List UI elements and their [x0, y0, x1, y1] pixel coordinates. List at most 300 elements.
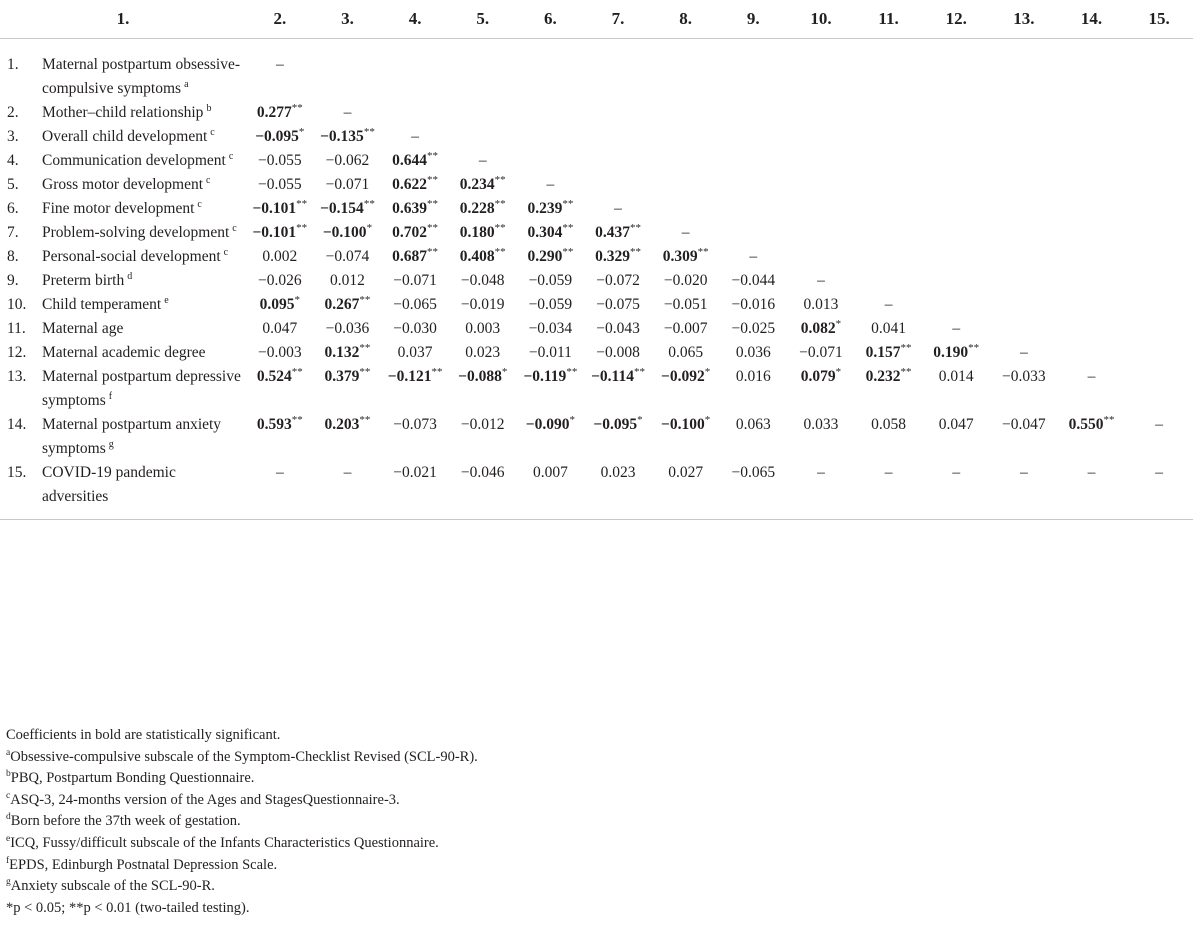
- coefficient-value: −0.065: [393, 296, 437, 313]
- coefficient-value: −0.095: [255, 128, 299, 145]
- coefficient-value: 0.239: [527, 200, 563, 217]
- coefficient-value: −0.055: [258, 176, 302, 193]
- coefficient: [1155, 413, 1163, 437]
- coefficient-value: −0.011: [528, 344, 572, 361]
- variable-label: Fine motor development: [42, 200, 195, 217]
- row-number: 2.: [7, 104, 19, 121]
- coefficient-value: –: [884, 296, 893, 313]
- significance-stars: **: [427, 245, 439, 258]
- coefficient-value: 0.329: [595, 248, 630, 265]
- coefficient: [1088, 461, 1096, 485]
- correlation-cell: [855, 149, 923, 173]
- correlation-cell: [652, 317, 720, 341]
- coefficient-value: −0.008: [596, 344, 640, 361]
- footnote-marker: d: [127, 270, 133, 282]
- coefficient: [952, 461, 960, 485]
- coefficient-value: −0.071: [799, 344, 843, 361]
- coefficient: [330, 269, 365, 293]
- row-label: [0, 317, 246, 341]
- correlation-cell: [584, 39, 652, 102]
- table-row: [0, 221, 1193, 245]
- coefficient: [529, 317, 573, 341]
- table-row: [0, 197, 1193, 221]
- correlation-cell: [990, 39, 1058, 102]
- column-header-15: 15.: [1125, 0, 1193, 39]
- coefficient-value: –: [343, 464, 352, 481]
- coefficient: [533, 461, 568, 485]
- correlation-cell: [584, 413, 652, 461]
- table-row: [0, 101, 1193, 125]
- coefficient: [262, 245, 297, 269]
- significance-stars: **: [431, 365, 443, 378]
- significant-coefficient: [1069, 413, 1115, 437]
- significant-coefficient: [866, 365, 912, 389]
- correlation-cell: [922, 173, 990, 197]
- correlation-cell: [922, 461, 990, 520]
- correlation-cell: [855, 39, 923, 102]
- coefficient-value: 0.033: [803, 416, 839, 433]
- significance-stars: *: [294, 293, 300, 306]
- correlation-cell: [517, 317, 585, 341]
- row-label: [0, 293, 246, 317]
- coefficient: [326, 317, 370, 341]
- correlation-cell: [381, 341, 449, 365]
- coefficient-value: −0.065: [731, 464, 776, 481]
- correlation-cell: [517, 39, 585, 102]
- significance-stars: *: [835, 365, 842, 378]
- significance-stars: *: [704, 365, 711, 378]
- variable-label: Overall child development: [42, 128, 208, 145]
- correlation-cell: [584, 269, 652, 293]
- correlation-cell: [314, 101, 382, 125]
- correlation-cell: [517, 365, 585, 413]
- correlation-cell: [584, 125, 652, 149]
- coefficient-value: 0.007: [532, 464, 568, 481]
- correlation-cell: [922, 39, 990, 102]
- correlation-cell: [517, 245, 585, 269]
- correlation-cell: [855, 341, 923, 365]
- correlation-cell: [787, 125, 855, 149]
- coefficient: [817, 269, 825, 293]
- correlation-cell: [787, 173, 855, 197]
- coefficient-value: 0.016: [735, 368, 771, 385]
- correlation-cell: [1125, 101, 1193, 125]
- row-variable-name: [42, 269, 246, 293]
- coefficient-value: 0.095: [259, 296, 295, 313]
- footnote-marker: c: [223, 246, 229, 258]
- correlation-cell: [719, 173, 787, 197]
- table-row: [0, 413, 1193, 461]
- coefficient-value: −0.114: [591, 368, 634, 385]
- coefficient: [393, 293, 437, 317]
- correlation-cell: [1058, 149, 1126, 173]
- coefficient: [258, 149, 302, 173]
- coefficient: [736, 341, 771, 365]
- coefficient-value: 0.002: [262, 248, 298, 265]
- table-row: [0, 341, 1193, 365]
- correlation-cell: [922, 125, 990, 149]
- significance-stars: **: [296, 221, 308, 234]
- footnote-marker: e: [164, 294, 169, 306]
- row-label: [0, 197, 246, 221]
- row-variable-name: [42, 53, 246, 101]
- variable-label: Preterm birth: [42, 272, 125, 289]
- correlation-cell: [314, 221, 382, 245]
- variable-label: Maternal age: [42, 320, 124, 337]
- coefficient-value: 0.290: [527, 248, 563, 265]
- correlation-cell: [1125, 461, 1193, 520]
- correlation-cell: [719, 317, 787, 341]
- correlation-cell: [719, 269, 787, 293]
- correlation-cell: [990, 149, 1058, 173]
- footnote-marker: c: [228, 150, 234, 162]
- row-label: [0, 413, 246, 461]
- coefficient: [1020, 461, 1028, 485]
- correlation-cell: [652, 269, 720, 293]
- significance-stars: **: [359, 341, 371, 354]
- coefficient-value: –: [1019, 464, 1028, 481]
- correlation-cell: [381, 101, 449, 125]
- correlation-cell: [787, 197, 855, 221]
- correlation-cell: [1125, 365, 1193, 413]
- row-variable-name: [42, 341, 246, 365]
- correlation-cell: [855, 197, 923, 221]
- coefficient-value: 0.203: [324, 416, 360, 433]
- significant-coefficient: [523, 365, 577, 389]
- correlation-cell: [381, 293, 449, 317]
- coefficient-value: −0.003: [258, 344, 302, 361]
- row-number: 1.: [7, 56, 19, 73]
- correlation-cell: [719, 413, 787, 461]
- correlation-cell: [246, 173, 314, 197]
- significant-coefficient: [595, 245, 641, 269]
- correlation-cell: [584, 221, 652, 245]
- footnote-marker: c: [232, 222, 237, 234]
- variable-label: Gross motor development: [42, 176, 204, 193]
- coefficient-value: 0.437: [595, 224, 630, 241]
- coefficient-value: 0.041: [871, 320, 907, 337]
- correlation-cell: [855, 461, 923, 520]
- coefficient-value: 0.012: [330, 272, 365, 289]
- correlation-cell: [652, 341, 720, 365]
- coefficient-value: –: [1155, 464, 1164, 481]
- correlation-cell: [1058, 39, 1126, 102]
- row-variable-name: [42, 293, 246, 317]
- correlation-cell: [787, 365, 855, 413]
- coefficient-value: −0.012: [460, 416, 505, 433]
- significant-coefficient: [460, 245, 506, 269]
- correlation-cell: [449, 461, 517, 520]
- correlation-cell: [314, 125, 382, 149]
- coefficient-value: –: [275, 464, 284, 481]
- coefficient-value: −0.121: [387, 368, 432, 385]
- coefficient-value: −0.019: [460, 296, 505, 313]
- coefficient: [326, 173, 370, 197]
- column-header-row: [0, 0, 1193, 39]
- column-header-3: 3.: [314, 0, 382, 39]
- correlation-cell: [990, 413, 1058, 461]
- correlation-cell: [246, 197, 314, 221]
- significance-stars: *: [704, 413, 711, 426]
- correlation-cell: [787, 461, 855, 520]
- coefficient-value: 0.082: [800, 320, 836, 337]
- correlation-cell: [1125, 197, 1193, 221]
- significant-coefficient: [252, 221, 307, 245]
- significance-stars: **: [697, 245, 709, 258]
- coefficient-value: −0.036: [325, 320, 370, 337]
- coefficient: [465, 341, 500, 365]
- correlation-cell: [1058, 197, 1126, 221]
- row-label: [0, 101, 246, 125]
- coefficient: [393, 269, 437, 293]
- row-label: [0, 365, 246, 413]
- coefficient-value: –: [411, 128, 419, 145]
- correlation-cell: [1058, 413, 1126, 461]
- correlation-cell: [787, 413, 855, 461]
- row-number: 11.: [7, 320, 26, 337]
- significant-coefficient: [527, 245, 573, 269]
- coefficient-value: −0.059: [528, 296, 573, 313]
- significance-stars: **: [629, 245, 641, 258]
- coefficient-value: –: [749, 248, 758, 265]
- significant-coefficient: [392, 149, 438, 173]
- footnote-line: [6, 833, 1186, 855]
- coefficient: [799, 341, 843, 365]
- variable-label: Mother–child relationship: [42, 104, 204, 121]
- coefficient: [529, 293, 573, 317]
- table-row: [0, 39, 1193, 102]
- correlation-cell: [922, 197, 990, 221]
- correlation-cell: [990, 461, 1058, 520]
- footnote-text: Coefficients in bold are statistically significant.: [6, 727, 281, 743]
- coefficient: [461, 269, 505, 293]
- correlation-cell: [1125, 341, 1193, 365]
- correlation-cell: [922, 101, 990, 125]
- row-number: 6.: [7, 200, 19, 217]
- coefficient-value: −0.025: [731, 320, 776, 337]
- coefficient-value: −0.021: [393, 464, 437, 481]
- coefficient-value: −0.034: [528, 320, 573, 337]
- correlation-cell: [584, 461, 652, 520]
- coefficient-value: −0.051: [663, 296, 708, 313]
- coefficient: [596, 317, 640, 341]
- coefficient: [736, 365, 771, 389]
- footnote-line: [6, 790, 1186, 812]
- coefficient-value: 0.644: [392, 152, 428, 169]
- footnote-line: [6, 855, 1186, 877]
- coefficient: [1155, 461, 1163, 485]
- correlation-cell: [922, 149, 990, 173]
- coefficient: [731, 317, 775, 341]
- correlation-cell: [381, 39, 449, 102]
- correlation-cell: [246, 413, 314, 461]
- correlation-cell: [787, 341, 855, 365]
- significant-coefficient: [661, 413, 710, 437]
- coefficient-value: –: [478, 152, 487, 169]
- footnote-line: [6, 725, 1186, 747]
- correlation-cell: [246, 293, 314, 317]
- correlation-cell: [719, 197, 787, 221]
- correlation-cell: [1125, 413, 1193, 461]
- row-variable-name: [42, 413, 246, 461]
- significant-coefficient: [801, 317, 841, 341]
- correlation-cell: [314, 365, 382, 413]
- correlation-cell: [381, 221, 449, 245]
- variable-label: Maternal academic degree: [42, 344, 206, 361]
- significant-coefficient: [325, 365, 371, 389]
- footnote-letter: b: [6, 769, 11, 780]
- coefficient-value: −0.100: [322, 224, 367, 241]
- coefficient-value: −0.095: [593, 416, 638, 433]
- coefficient: [461, 293, 505, 317]
- coefficient-value: 0.267: [324, 296, 360, 313]
- coefficient-value: 0.047: [262, 320, 298, 337]
- row-number: 9.: [7, 272, 19, 289]
- footnote-letter: d: [6, 812, 11, 823]
- coefficient-value: –: [546, 176, 555, 193]
- coefficient: [276, 53, 284, 77]
- table-row: [0, 245, 1193, 269]
- coefficient-value: –: [952, 464, 961, 481]
- correlation-cell: [719, 341, 787, 365]
- coefficient: [1020, 341, 1028, 365]
- row-number: 14.: [7, 416, 27, 433]
- table-row: [0, 125, 1193, 149]
- correlation-cell: [652, 365, 720, 413]
- correlation-cell: [922, 365, 990, 413]
- footnote-letter: f: [6, 855, 10, 866]
- variable-label: COVID-19 pandemic adversities: [42, 464, 176, 505]
- significance-stars: *: [366, 221, 373, 234]
- row-number: 5.: [7, 176, 19, 193]
- correlation-cell: [652, 461, 720, 520]
- correlation-cell: [1058, 101, 1126, 125]
- row-variable-name: [42, 221, 246, 245]
- correlation-cell: [449, 365, 517, 413]
- footnote-text: Obsessive-compulsive subscale of the Symptom-Checklist Revised (SCL-90-R).: [10, 748, 478, 765]
- correlation-cell: [449, 149, 517, 173]
- correlation-cell: [855, 101, 923, 125]
- coefficient-value: −0.100: [661, 416, 705, 433]
- significance-stars: **: [291, 101, 303, 114]
- significance-stars: **: [363, 197, 375, 210]
- coefficient-value: −0.071: [393, 272, 437, 289]
- correlation-cell: [381, 149, 449, 173]
- significance-stars: **: [296, 197, 308, 210]
- correlation-cell: [855, 293, 923, 317]
- row-number: 13.: [7, 368, 27, 385]
- column-header-4: 4.: [381, 0, 449, 39]
- coefficient-value: –: [817, 272, 825, 289]
- row-label: [0, 221, 246, 245]
- correlation-cell: [990, 197, 1058, 221]
- correlation-cell: [449, 269, 517, 293]
- column-header-5: 5.: [449, 0, 517, 39]
- significance-stars: **: [968, 341, 980, 354]
- footnote-letter: a: [6, 747, 11, 758]
- coefficient-value: −0.062: [325, 152, 370, 169]
- significant-coefficient: [323, 221, 372, 245]
- variable-label: Maternal postpartum anxiety symptoms: [42, 416, 222, 457]
- correlation-cell: [246, 245, 314, 269]
- correlation-cell: [314, 461, 382, 520]
- correlation-cell: [381, 173, 449, 197]
- coefficient-value: −0.074: [325, 248, 370, 265]
- correlation-cell: [990, 293, 1058, 317]
- significant-coefficient: [526, 413, 575, 437]
- correlation-cell: [1058, 221, 1126, 245]
- correlation-cell: [922, 341, 990, 365]
- coefficient-value: 0.524: [256, 368, 292, 385]
- correlation-cell: [246, 317, 314, 341]
- footnote-letter: c: [6, 790, 11, 801]
- coefficient: [276, 461, 284, 485]
- significance-stars: *: [569, 413, 575, 426]
- coefficient-value: 0.277: [256, 104, 292, 121]
- significant-coefficient: [255, 125, 304, 149]
- correlation-cell: [1058, 269, 1126, 293]
- significance-stars: **: [291, 413, 303, 426]
- correlation-cell: [449, 293, 517, 317]
- correlation-cell: [449, 317, 517, 341]
- coefficient-value: –: [343, 104, 352, 121]
- coefficient-value: −0.072: [596, 272, 640, 289]
- correlation-cell: [855, 365, 923, 413]
- column-header-11: 11.: [855, 0, 923, 39]
- coefficient: [344, 461, 352, 485]
- variable-label: Child temperament: [42, 296, 162, 313]
- correlation-cell: [584, 197, 652, 221]
- coefficient: [682, 221, 690, 245]
- significant-coefficient: [325, 293, 371, 317]
- significant-coefficient: [933, 341, 979, 365]
- significant-coefficient: [661, 365, 710, 389]
- coefficient: [398, 341, 433, 365]
- coefficient: [393, 461, 437, 485]
- coefficient-value: 0.180: [459, 224, 495, 241]
- significance-stars: *: [298, 125, 305, 138]
- coefficient-value: 0.047: [938, 416, 974, 433]
- footnote-line: [6, 768, 1186, 790]
- coefficient: [871, 317, 906, 341]
- correlation-cell: [652, 245, 720, 269]
- correlation-cell: [449, 173, 517, 197]
- coefficient: [939, 413, 974, 437]
- correlation-cell: [517, 125, 585, 149]
- coefficient-value: −0.090: [525, 416, 570, 433]
- correlation-cell: [449, 101, 517, 125]
- correlation-cell: [246, 461, 314, 520]
- correlation-cell: [1058, 125, 1126, 149]
- variable-label: Personal-social development: [42, 248, 221, 265]
- coefficient: [804, 413, 839, 437]
- coefficient-value: 0.036: [735, 344, 771, 361]
- table-row: [0, 149, 1193, 173]
- row-variable-name: [42, 245, 246, 269]
- significance-stars: **: [900, 341, 912, 354]
- significant-coefficient: [320, 197, 375, 221]
- significance-stars: *: [637, 413, 643, 426]
- coefficient-value: 0.622: [392, 176, 428, 193]
- significant-coefficient: [595, 221, 641, 245]
- row-label: [0, 173, 246, 197]
- significance-stars: *: [501, 365, 508, 378]
- correlation-cell: [381, 413, 449, 461]
- significance-stars: **: [494, 221, 506, 234]
- coefficient: [258, 341, 302, 365]
- row-variable-name: [42, 461, 246, 509]
- correlation-cell: [990, 269, 1058, 293]
